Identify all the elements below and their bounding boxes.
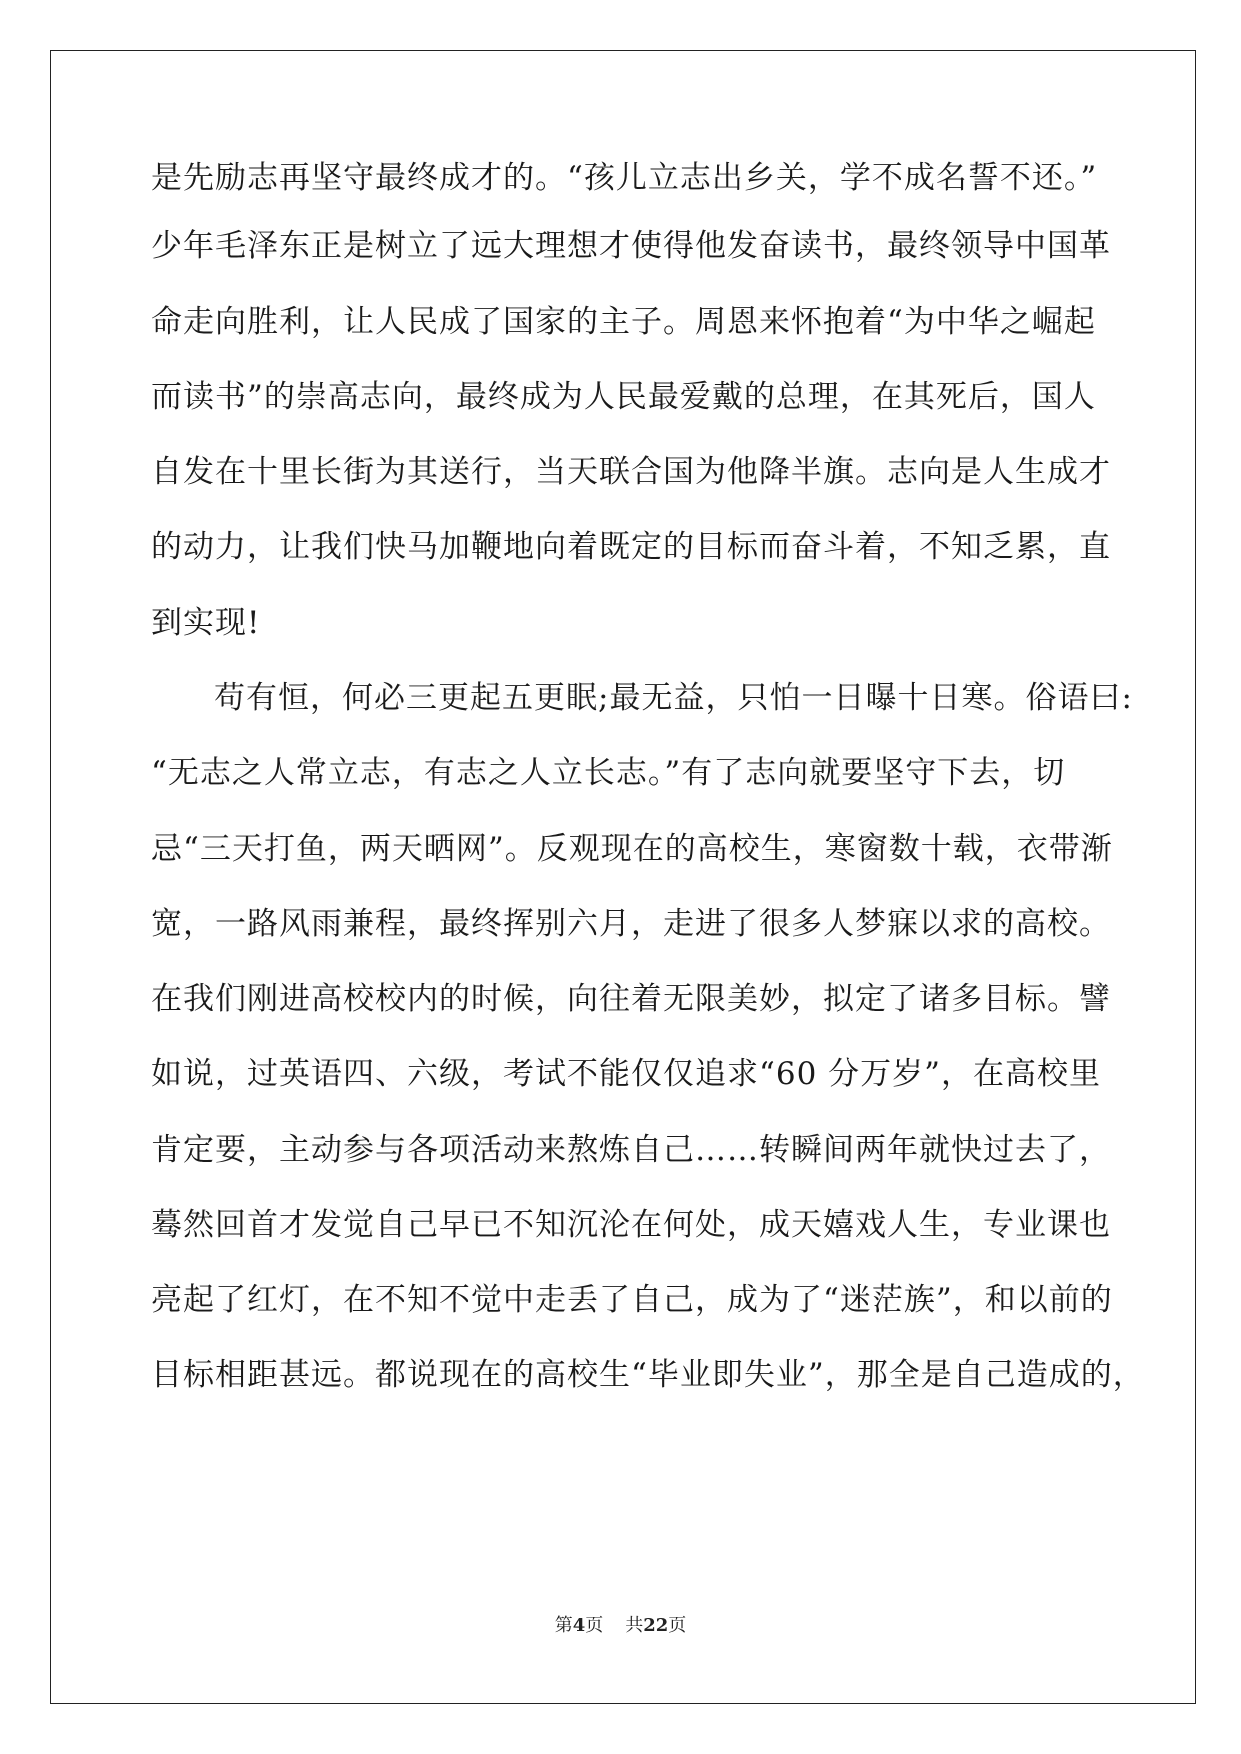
total-page-count: 22 xyxy=(643,1615,669,1636)
text-line: 到实现! xyxy=(151,605,261,641)
text-line: 在我们刚进高校校内的时候，向往着无限美妙，拟定了诸多目标。譬 xyxy=(151,981,1111,1017)
text-line: 宽，一路风雨兼程，最终挥别六月，走进了很多人梦寐以求的高校。 xyxy=(151,906,1111,942)
page-number-footer xyxy=(0,1611,1241,1637)
text-line: 少年毛泽东正是树立了远大理想才使得他发奋读书，最终领导中国革 xyxy=(151,228,1111,264)
total-suffix: 页 xyxy=(668,1615,687,1636)
text-line: 是先励志再坚守最终成才的。“孩儿立志出乡关，学不成名誓不还。” xyxy=(151,160,1098,196)
text-line: “无志之人常立志，有志之人立长志。”有了志向就要坚守下去，切 xyxy=(151,755,1066,791)
text-line: 的动力，让我们快马加鞭地向着既定的目标而奋斗着，不知乏累，直 xyxy=(151,529,1111,565)
page-border xyxy=(50,50,1196,1704)
paragraph-first-line: 苟有恒，何必三更起五更眠;最无益，只怕一日曝十日寒。俗语曰: xyxy=(214,680,1133,716)
text-line: 如说，过英语四、六级，考试不能仅仅追求“60 分万岁”，在高校里 xyxy=(151,1056,1101,1092)
total-prefix: 共 xyxy=(625,1615,644,1636)
text-line: 肯定要，主动参与各项活动来熬炼自己……转瞬间两年就快过去了， xyxy=(151,1132,1111,1168)
text-line: 命走向胜利，让人民成了国家的主子。周恩来怀抱着“为中华之崛起 xyxy=(151,304,1096,340)
page-prefix: 第 xyxy=(554,1615,573,1636)
text-line: 忌“三天打鱼，两天晒网”。反观现在的高校生，寒窗数十载，衣带渐 xyxy=(151,831,1113,867)
text-line: 蓦然回首才发觉自己早已不知沉沦在何处，成天嬉戏人生，专业课也 xyxy=(151,1207,1111,1243)
text-line: 亮起了红灯，在不知不觉中走丢了自己，成为了“迷茫族”，和以前的 xyxy=(151,1282,1113,1318)
page-suffix: 页 xyxy=(585,1615,604,1636)
text-line: 目标相距甚远。都说现在的高校生“毕业即失业”，那全是自己造成的， xyxy=(151,1357,1145,1393)
text-line: 自发在十里长街为其送行，当天联合国为他降半旗。志向是人生成才 xyxy=(151,454,1111,490)
text-line: 而读书”的崇高志向，最终成为人民最爱戴的总理，在其死后，国人 xyxy=(151,379,1096,415)
current-page-number: 4 xyxy=(572,1615,586,1636)
